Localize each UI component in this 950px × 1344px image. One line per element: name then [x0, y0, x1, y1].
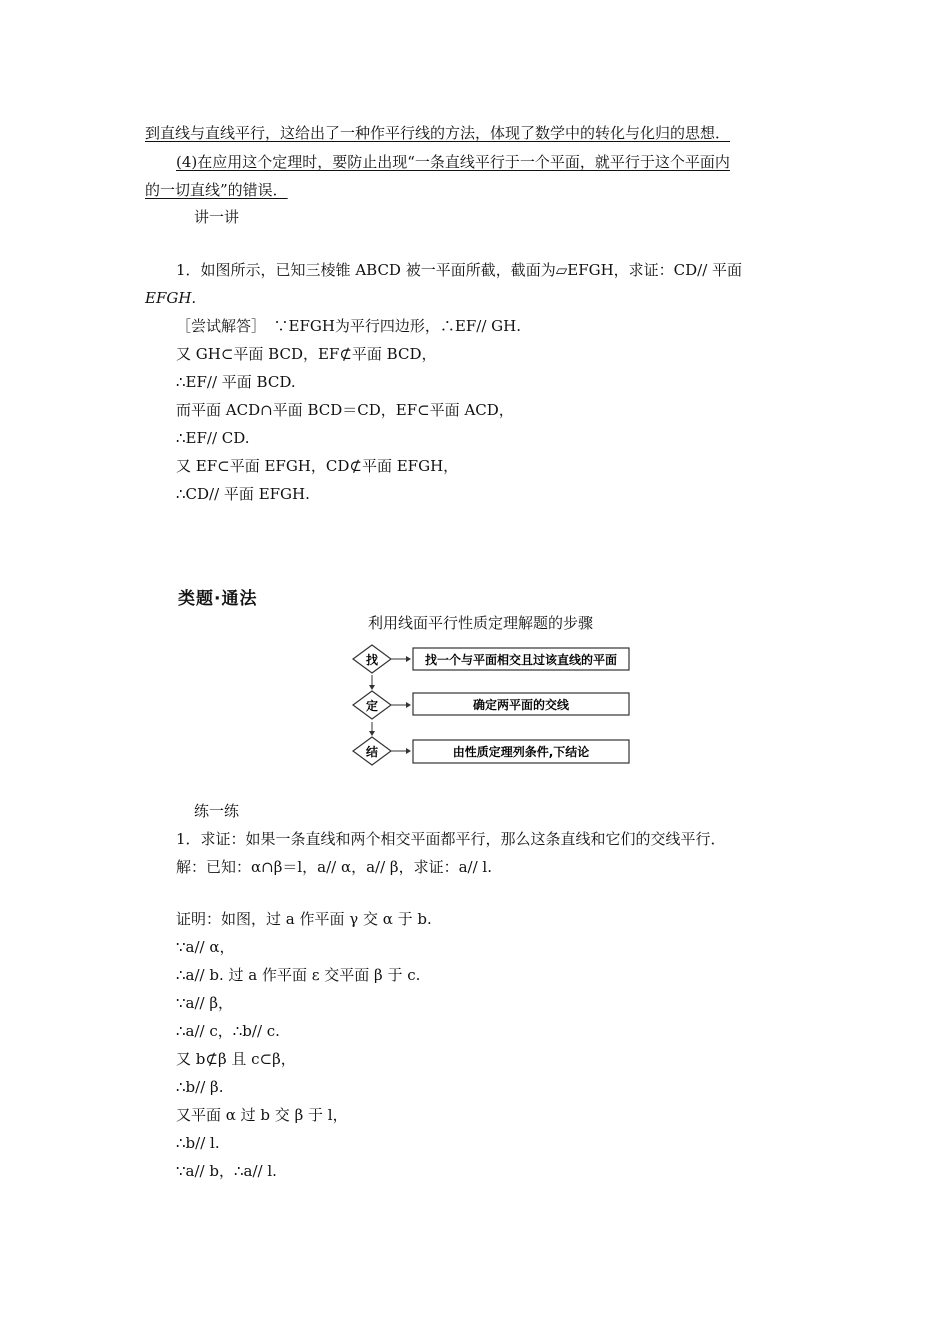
proof-line: ∴b// β. [176, 1078, 224, 1096]
example-step: ∴EF// 平面 BCD. [176, 373, 296, 391]
proof-line: ∴b// l. [176, 1134, 220, 1152]
section-label-jiang: 讲一讲 [194, 208, 240, 226]
step-text: 确定两平面的交线 [472, 698, 570, 712]
section-label-lian: 练一练 [194, 802, 240, 820]
proof-line: ∵a// b，∴a// l. [176, 1162, 277, 1180]
proof-line: 又平面 α 过 b 交 β 于 l， [176, 1106, 348, 1124]
proof-line: ∵a// α， [176, 938, 235, 956]
paragraph-line-1: 到直线与直线平行，这给出了一种作平行线的方法，体现了数学中的转化与化归的思想． [145, 124, 731, 142]
step-key: 结 [365, 745, 379, 759]
step-key: 定 [365, 699, 379, 713]
example-step: ∴EF// CD. [176, 429, 250, 447]
flow-diagram [345, 640, 635, 770]
paragraph-line-2: (4)在应用这个定理时，要防止出现“一条直线平行于一个平面，就平行于这个平面内 [176, 153, 730, 171]
proof-line: 又 b⊄β 且 c⊂β， [176, 1050, 296, 1068]
arrow-head [406, 748, 411, 754]
example-step: ∴CD// 平面 EFGH. [176, 485, 310, 503]
arrow-head [369, 731, 375, 736]
example-step: 又 EF⊂平面 EFGH，CD⊄平面 EFGH， [176, 457, 459, 475]
practice-problem: 1．求证：如果一条直线和两个相交平面都平行，那么这条直线和它们的交线平行． [176, 830, 726, 848]
example-problem-line-2: EFGH. [145, 289, 197, 307]
example-step: ［尝试解答］ ∵EFGH为平行四边形，∴EF// GH. [176, 317, 521, 335]
proof-line: ∴a// c，∴b// c. [176, 1022, 280, 1040]
practice-given: 解：已知：α∩β＝l，a// α，a// β，求证：a// l. [176, 858, 492, 876]
proof-line: ∵a// β， [176, 994, 234, 1012]
example-step: 而平面 ACD∩平面 BCD＝CD，EF⊂平面 ACD， [176, 401, 514, 419]
step-key: 找 [365, 653, 379, 667]
example-step: 又 GH⊂平面 BCD，EF⊄平面 BCD， [176, 345, 437, 363]
arrow-head [369, 685, 375, 690]
diagram-title: 利用线面平行性质定理解题的步骤 [368, 614, 594, 632]
step-text: 由性质定理列条件,下结论 [452, 745, 590, 759]
section-title-method: 类题·通法 [178, 589, 258, 609]
step-text: 找一个与平面相交且过该直线的平面 [424, 653, 618, 667]
example-problem-line-1: 1．如图所示，已知三棱锥 ABCD 被一平面所截，截面为▱EFGH，求证：CD// 平面 [176, 261, 743, 279]
proof-line: ∴a// b. 过 a 作平面 ε 交平面 β 于 c. [176, 966, 421, 984]
arrow-head [406, 702, 411, 708]
arrow-head [406, 656, 411, 662]
paragraph-line-3: 的一切直线”的错误． [145, 181, 288, 199]
proof-line: 证明：如图，过 a 作平面 γ 交 α 于 b. [176, 910, 432, 928]
